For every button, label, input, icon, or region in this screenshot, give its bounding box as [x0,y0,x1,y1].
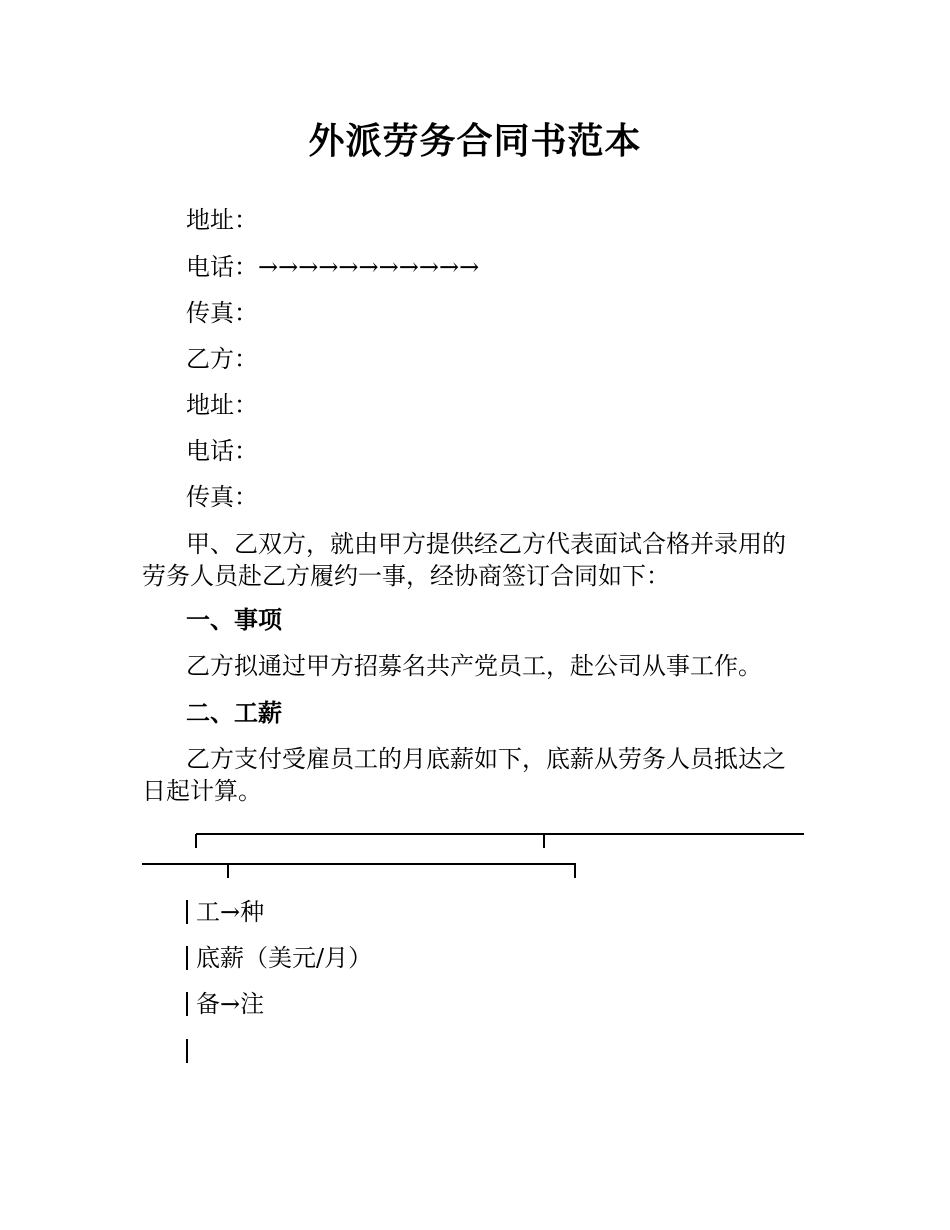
table-cell: 备→注 [196,990,265,1018]
table-row-remarks [186,988,264,1020]
party-a-address: 地址： [186,206,258,234]
table-row-left-border [186,1039,188,1063]
section-2-line-1: 乙方支付受雇员工的月底薪如下，底薪从劳务人员抵达之 [186,745,786,773]
table-row-left-border [186,900,188,924]
table-row-left-border [186,946,188,970]
table-row-base-salary [186,942,372,974]
party-a-fax: 传真： [186,299,258,327]
section-1-heading: 一、事项 [186,606,282,634]
party-a-phone: 电话：→→→→→→→→→→→ [186,253,480,281]
party-b-label: 乙方： [186,345,258,373]
table-cell: 工→种 [196,898,265,926]
table-cell: 底薪（美元/月） [196,944,373,972]
intro-line-2: 劳务人员赴乙方履约一事，经协商签订合同如下： [142,562,670,590]
section-2-line-2: 日起计算。 [142,777,262,805]
party-b-fax: 传真： [186,483,258,511]
table-row-empty [186,1035,196,1067]
section-1-text: 乙方拟通过甲方招募名共产党员工，赴公司从事工作。 [186,652,762,680]
section-2-heading: 二、工薪 [186,699,282,727]
party-b-phone: 电话： [186,437,258,465]
table-row-work-type [186,896,264,928]
document-title: 外派劳务合同书范本 [308,121,642,162]
intro-line-1: 甲、乙双方，就由甲方提供经乙方代表面试合格并录用的 [186,530,786,558]
party-b-address: 地址： [186,391,258,419]
table-row-left-border [186,992,188,1016]
